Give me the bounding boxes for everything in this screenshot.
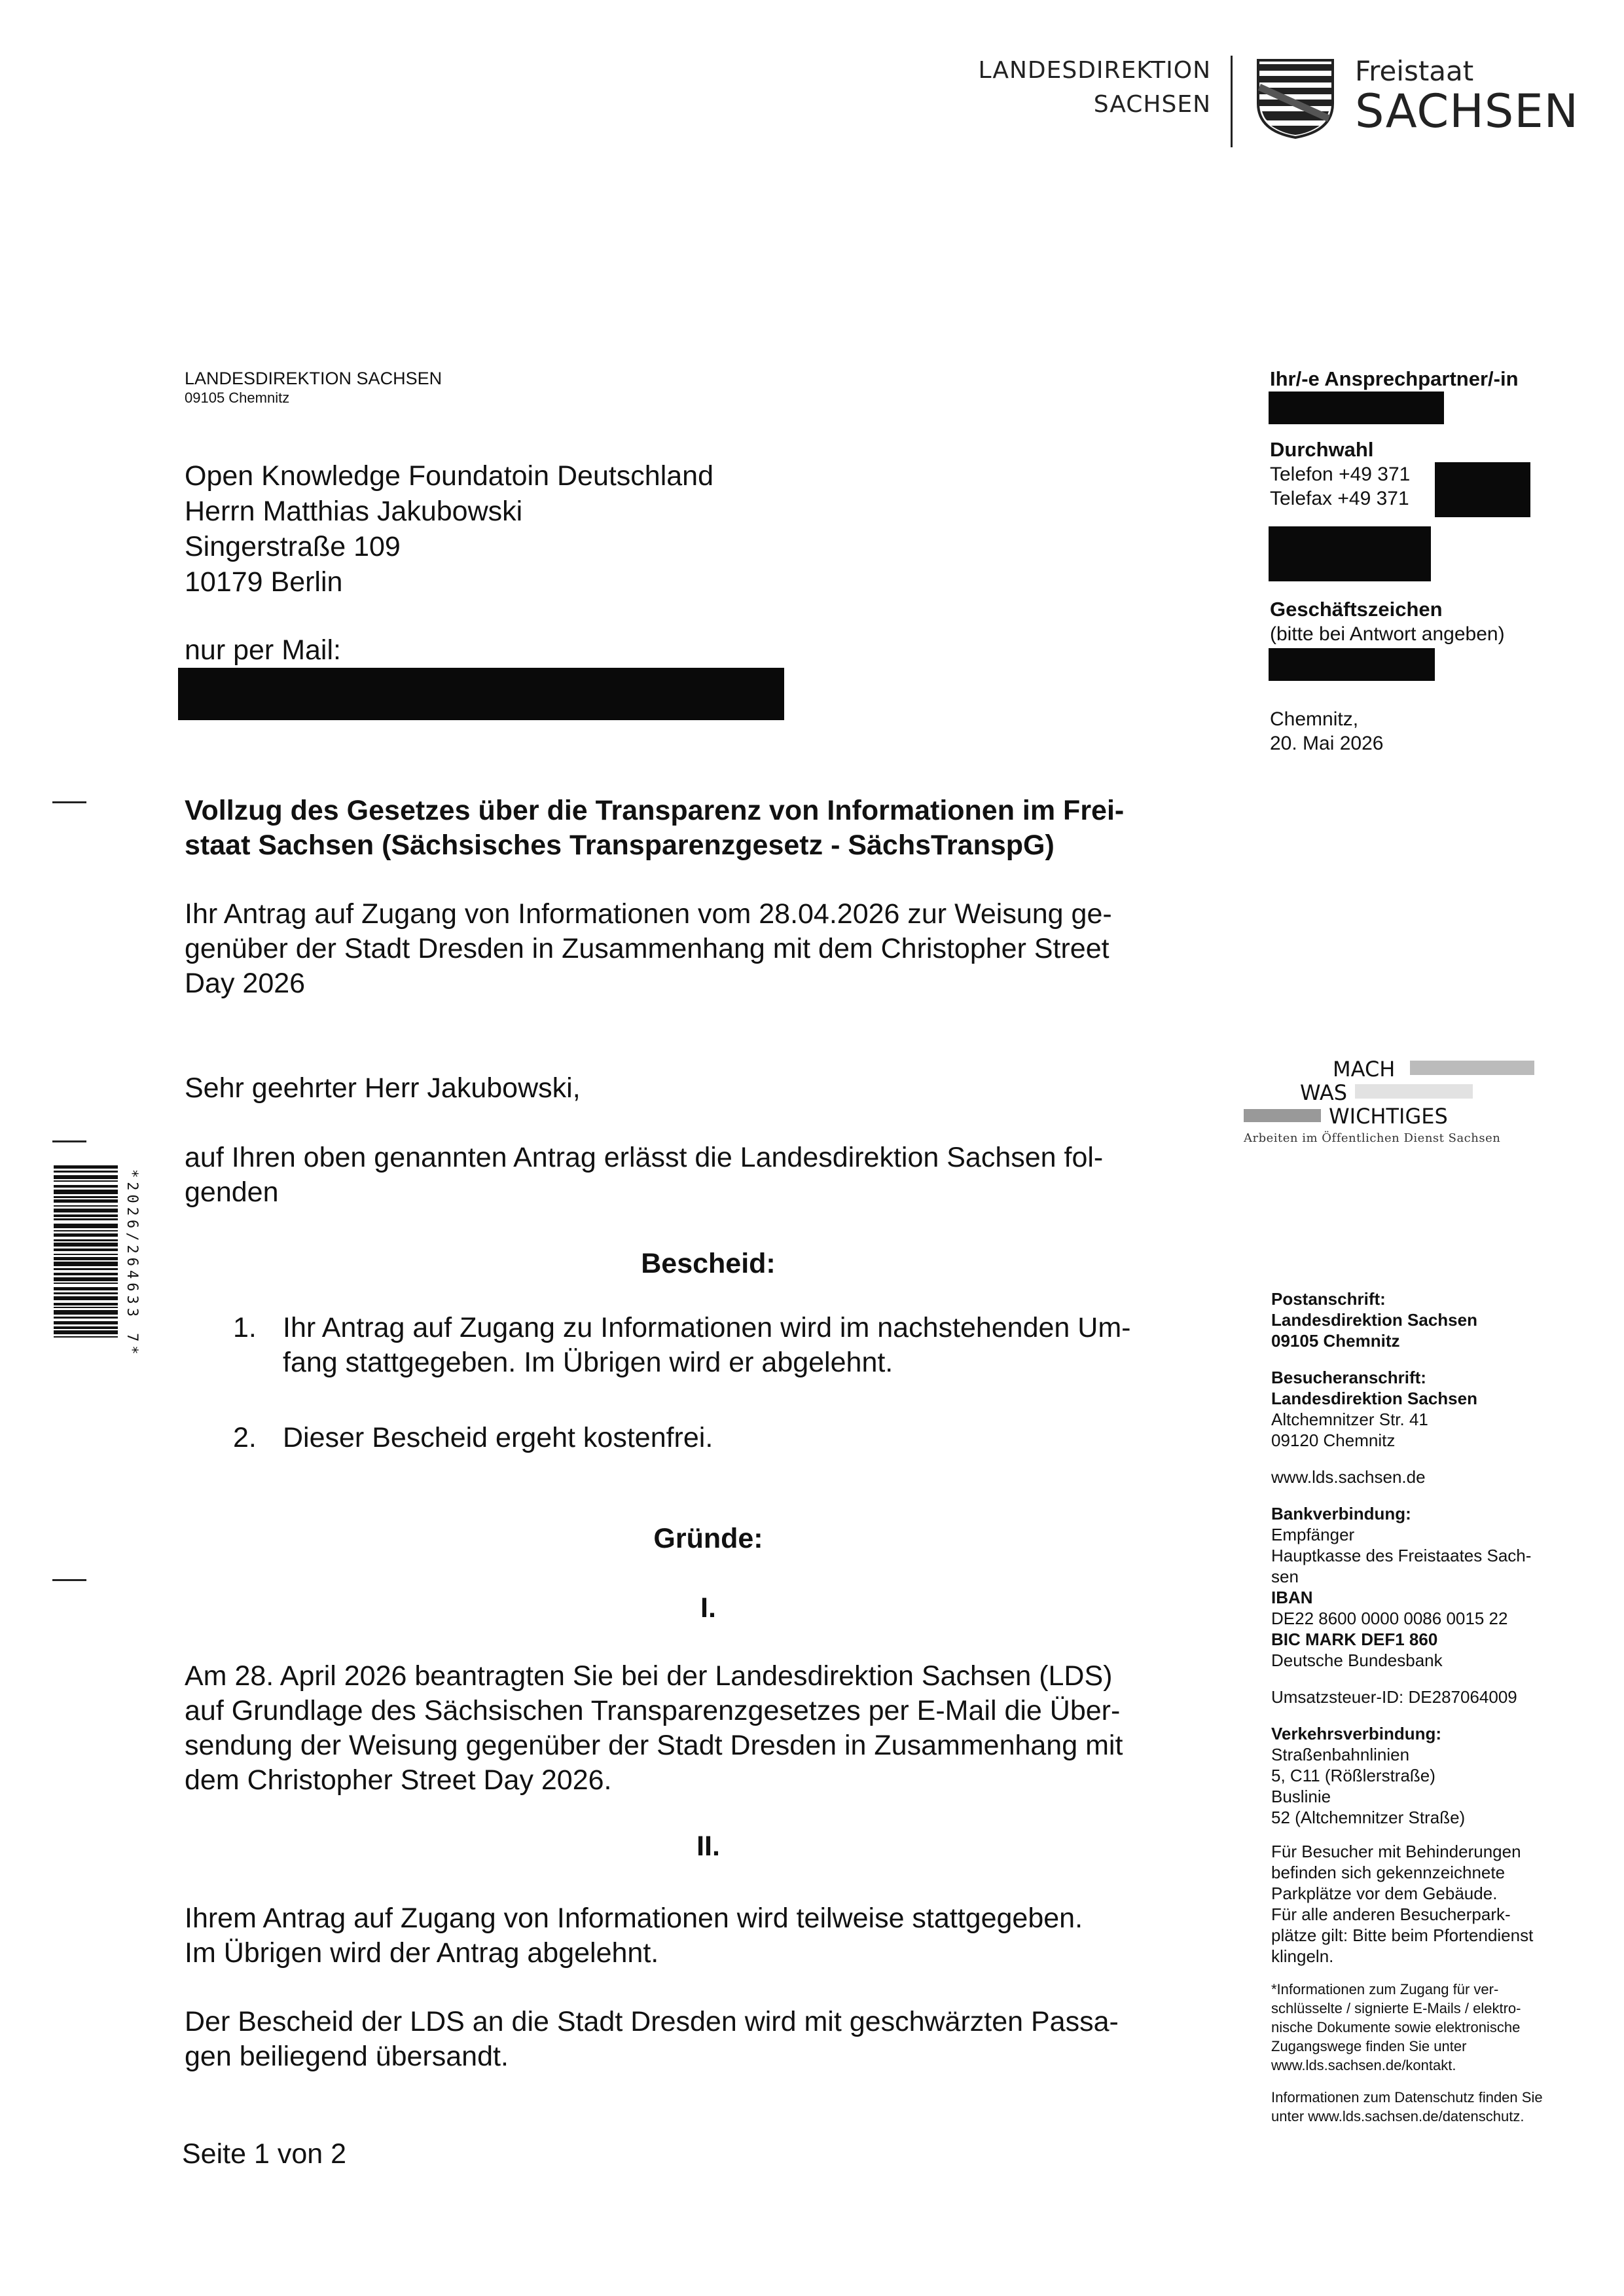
sender-line1: LANDESDIREKTION SACHSEN — [185, 369, 442, 388]
intro-line1: auf Ihren oben genannten Antrag erlässt die Landesdirektion Sachsen fol- — [185, 1142, 1104, 1173]
campaign-line1: MACH — [1333, 1057, 1396, 1082]
note-line5: www.lds.sachsen.de/kontakt. — [1271, 2057, 1456, 2073]
page-number: Seite 1 von 2 — [182, 2138, 347, 2170]
access-line3: Parkplätze vor dem Gebäude. — [1271, 1884, 1498, 1903]
redacted-reference-number — [1269, 648, 1435, 681]
authority-logo — [916, 54, 1211, 122]
state-name-line2: SACHSEN — [1355, 84, 1579, 138]
sidebar-info — [1271, 1288, 1612, 2126]
date-block — [1270, 707, 1610, 756]
note-line2: schlüsselte / signierte E-Mails / elektro- — [1271, 2000, 1521, 2016]
transport-line1: Straßenbahnlinien — [1271, 1745, 1410, 1764]
recipient-line3: Singerstraße 109 — [185, 531, 401, 562]
recipient-line4: 10179 Berlin — [185, 566, 343, 598]
direct-dial-label: Durchwahl — [1270, 438, 1374, 461]
decision-heading: Bescheid: — [641, 1248, 776, 1279]
section2-para2-line2: gen beiliegend übersandt. — [185, 2041, 509, 2072]
decision-text-line2: fang stattgegeben. Im Übrigen wird er abgelehnt. — [283, 1347, 893, 1378]
sender-line2: 09105 Chemnitz — [185, 390, 290, 406]
phone-number: Telefon +49 371 — [1270, 464, 1411, 485]
privacy-line2: unter www.lds.sachsen.de/datenschutz. — [1271, 2108, 1525, 2124]
bank-name: Deutsche Bundesbank — [1271, 1650, 1443, 1670]
website-link[interactable]: www.lds.sachsen.de — [1271, 1467, 1426, 1487]
fold-mark-middle — [52, 1140, 86, 1142]
access-line6: klingeln. — [1271, 1946, 1334, 1966]
bank-label: Bankverbindung: — [1271, 1504, 1411, 1523]
campaign-bar3 — [1244, 1109, 1321, 1122]
decision-number: 1. — [233, 1312, 257, 1343]
recipient-address — [185, 458, 713, 600]
iban-label: IBAN — [1271, 1588, 1313, 1607]
note-line4: Zugangswege finden Sie unter — [1271, 2038, 1467, 2054]
visitor-address — [1271, 1367, 1612, 1451]
section1-line4: dem Christopher Street Day 2026. — [185, 1764, 612, 1796]
section1-line1: Am 28. April 2026 beantragten Sie bei der Landesdirektion Sachsen (LDS) — [185, 1660, 1113, 1692]
redacted-contact-email — [1269, 526, 1431, 581]
fold-mark-bottom — [52, 1579, 86, 1581]
subject-line1: Vollzug des Gesetzes über die Transparenz von Informationen im Frei- — [185, 795, 1125, 826]
intro-line2: genden — [185, 1176, 279, 1208]
campaign-line2: WAS — [1300, 1080, 1348, 1105]
campaign-bar1 — [1410, 1061, 1534, 1075]
encryption-note — [1271, 1980, 1612, 2075]
campaign-line3: WICHTIGES — [1329, 1104, 1448, 1129]
vat-id: Umsatzsteuer-ID: DE287064009 — [1271, 1687, 1517, 1707]
section2-paragraph2 — [185, 2005, 1232, 2074]
date-place: Chemnitz, — [1270, 708, 1359, 730]
access-line5: plätze gilt: Bitte beim Pfortendienst — [1271, 1925, 1534, 1945]
postal-line1: Landesdirektion Sachsen — [1271, 1310, 1477, 1330]
request-line3: Day 2026 — [185, 968, 306, 999]
contact-person-label: Ihr/-e Ansprechpartner/-in — [1270, 367, 1519, 390]
bank-line2: Hauptkasse des Freistaates Sach- — [1271, 1546, 1532, 1565]
authority-name-line2: SACHSEN — [1093, 91, 1211, 118]
bank-line1: Empfänger — [1271, 1525, 1355, 1544]
saxony-coat-of-arms-icon — [1255, 58, 1335, 139]
decision-item-2 — [233, 1421, 1241, 1455]
reasons-heading: Gründe: — [653, 1523, 763, 1554]
state-name-line1: Freistaat — [1355, 55, 1474, 87]
section1-line3: sendung der Weisung gegenüber der Stadt Dresden in Zusammenhang mit — [185, 1730, 1123, 1761]
intro-paragraph — [185, 1140, 1232, 1210]
visitor-label: Besucheranschrift: — [1271, 1368, 1426, 1387]
barcode-number: *2026/264633 7* — [124, 1169, 140, 1358]
letter-subject — [185, 793, 1232, 863]
request-line2: genüber der Stadt Dresden in Zusammenhang mit dem Christopher Street — [185, 933, 1110, 964]
fold-mark-top — [52, 801, 86, 803]
sender-address — [185, 368, 442, 407]
accessibility-info — [1271, 1841, 1612, 1967]
recipient-line2: Herrn Matthias Jakubowski — [185, 496, 523, 527]
transport-line3: Buslinie — [1271, 1787, 1331, 1806]
section2-paragraph1 — [185, 1901, 1232, 1971]
delivery-method: nur per Mail: — [185, 634, 341, 666]
bank-line3: sen — [1271, 1567, 1299, 1586]
redacted-contact-person — [1269, 392, 1444, 424]
note-line3: nische Dokumente sowie elektronische — [1271, 2019, 1521, 2035]
section2-para1-line1: Ihrem Antrag auf Zugang von Informationen wird teilweise stattgegeben. — [185, 1903, 1083, 1934]
letter-date: 20. Mai 2026 — [1270, 733, 1384, 754]
decision-item-1 — [233, 1311, 1241, 1380]
access-line2: befinden sich gekennzeichnete — [1271, 1863, 1506, 1882]
salutation: Sehr geehrter Herr Jakubowski, — [185, 1072, 581, 1104]
document-barcode — [54, 1165, 118, 1340]
subject-line2: staat Sachsen (Sächsisches Transparenzgesetz - SächsTranspG) — [185, 829, 1055, 861]
authority-name-line1: LANDESDIREKTION — [978, 57, 1211, 84]
privacy-note — [1271, 2088, 1612, 2126]
access-line4: Für alle anderen Besucherpark- — [1271, 1904, 1511, 1924]
campaign-bar2 — [1355, 1084, 1473, 1099]
reference-label: Geschäftszeichen — [1270, 598, 1443, 621]
state-logo-text — [1355, 56, 1579, 136]
decision-text-line1: Dieser Bescheid ergeht kostenfrei. — [283, 1422, 713, 1453]
privacy-line1: Informationen zum Datenschutz finden Sie — [1271, 2089, 1543, 2105]
postal-line2: 09105 Chemnitz — [1271, 1331, 1400, 1351]
recipient-line1: Open Knowledge Foundatoin Deutschland — [185, 460, 714, 492]
decision-number: 2. — [233, 1422, 257, 1453]
transport-line4: 52 (Altchemnitzer Straße) — [1271, 1808, 1466, 1827]
postal-address — [1271, 1288, 1612, 1351]
postal-label: Postanschrift: — [1271, 1289, 1386, 1309]
access-line1: Für Besucher mit Behinderungen — [1271, 1842, 1521, 1861]
note-line1: *Informationen zum Zugang für ver- — [1271, 1981, 1499, 1997]
visitor-line2: Altchemnitzer Str. 41 — [1271, 1410, 1428, 1429]
reference-block — [1270, 597, 1610, 646]
section2-para1-line2: Im Übrigen wird der Antrag abgelehnt. — [185, 1937, 659, 1969]
campaign-tagline: Arbeiten im Öffentlichen Dienst Sachsen — [1244, 1131, 1501, 1145]
request-reference — [185, 897, 1232, 1001]
decision-text-line1: Ihr Antrag auf Zugang zu Informationen wird im nachstehenden Um- — [283, 1312, 1131, 1343]
section-numeral-2: II. — [696, 1831, 720, 1862]
section-numeral-1: I. — [700, 1592, 716, 1624]
redacted-email — [178, 668, 784, 720]
iban-value: DE22 8600 0000 0086 0015 22 — [1271, 1609, 1508, 1628]
transport-label: Verkehrsverbindung: — [1271, 1724, 1442, 1743]
transport-info — [1271, 1723, 1612, 1828]
bic-value: BIC MARK DEF1 860 — [1271, 1630, 1438, 1649]
transport-line2: 5, C11 (Rößlerstraße) — [1271, 1766, 1435, 1785]
redacted-phone-extension — [1435, 462, 1530, 517]
visitor-line3: 09120 Chemnitz — [1271, 1430, 1396, 1450]
request-line1: Ihr Antrag auf Zugang von Informationen vom 28.04.2026 zur Weisung ge- — [185, 898, 1112, 930]
campaign-logo — [1244, 1057, 1545, 1145]
bank-details — [1271, 1503, 1612, 1671]
visitor-line1: Landesdirektion Sachsen — [1271, 1389, 1477, 1408]
logo-divider — [1231, 56, 1233, 147]
contact-block — [1270, 367, 1610, 392]
fax-number: Telefax +49 371 — [1270, 488, 1409, 509]
section2-para2-line1: Der Bescheid der LDS an die Stadt Dresden wird mit geschwärzten Passa- — [185, 2006, 1119, 2037]
section1-paragraph — [185, 1659, 1232, 1798]
reference-hint: (bitte bei Antwort angeben) — [1270, 623, 1505, 645]
section1-line2: auf Grundlage des Sächsischen Transparenzgesetzes per E-Mail die Über- — [185, 1695, 1121, 1726]
